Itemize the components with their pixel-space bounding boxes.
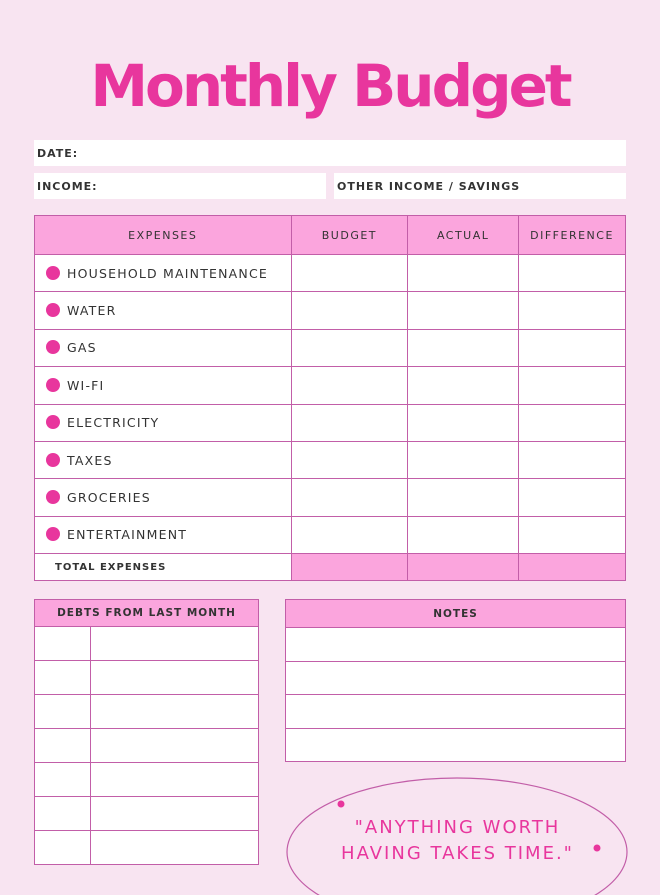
budget-cell[interactable]	[291, 292, 408, 329]
bullet-icon	[46, 490, 60, 504]
budget-cell[interactable]	[291, 441, 408, 478]
table-row	[35, 516, 626, 553]
debt-description-cell[interactable]	[90, 797, 258, 831]
expense-label-cell	[35, 441, 292, 478]
header-expenses: EXPENSES	[35, 216, 292, 255]
actual-cell[interactable]	[408, 479, 519, 516]
total-budget-cell[interactable]	[291, 554, 408, 581]
expenses-header-row	[35, 216, 626, 255]
table-row	[35, 661, 259, 695]
expense-label-cell	[35, 516, 292, 553]
debt-description-cell[interactable]	[90, 661, 258, 695]
table-row	[35, 292, 626, 329]
income-field[interactable]	[34, 173, 326, 199]
expense-label-cell	[35, 255, 292, 292]
expense-label: WATER	[67, 303, 117, 319]
debts-table	[34, 599, 259, 865]
notes-line[interactable]	[286, 661, 626, 695]
table-row	[286, 661, 626, 695]
table-row	[35, 404, 626, 441]
table-row	[35, 441, 626, 478]
table-row	[286, 628, 626, 662]
table-row	[35, 729, 259, 763]
difference-cell[interactable]	[519, 516, 626, 553]
debt-amount-cell[interactable]	[35, 627, 91, 661]
difference-cell[interactable]	[519, 441, 626, 478]
table-row	[35, 763, 259, 797]
budget-cell[interactable]	[291, 479, 408, 516]
other-income-label: OTHER INCOME / SAVINGS	[337, 179, 521, 193]
expense-label-cell	[35, 292, 292, 329]
expense-label: GROCERIES	[67, 490, 151, 506]
actual-cell[interactable]	[408, 404, 519, 441]
debts-header: DEBTS FROM LAST MONTH	[35, 600, 259, 627]
header-difference: DIFFERENCE	[519, 216, 626, 255]
actual-cell[interactable]	[408, 329, 519, 366]
bullet-icon	[46, 266, 60, 280]
debt-amount-cell[interactable]	[35, 831, 91, 865]
notes-line[interactable]	[286, 628, 626, 662]
expense-label: ELECTRICITY	[67, 415, 160, 431]
debt-amount-cell[interactable]	[35, 763, 91, 797]
header-actual: ACTUAL	[408, 216, 519, 255]
notes-header-row	[286, 600, 626, 628]
bullet-icon	[46, 378, 60, 392]
budget-cell[interactable]	[291, 255, 408, 292]
table-row	[35, 479, 626, 516]
actual-cell[interactable]	[408, 292, 519, 329]
difference-cell[interactable]	[519, 255, 626, 292]
total-difference-cell[interactable]	[519, 554, 626, 581]
expense-label: HOUSEHOLD MAINTENANCE	[67, 265, 269, 281]
debt-description-cell[interactable]	[90, 627, 258, 661]
notes-line[interactable]	[286, 728, 626, 762]
difference-cell[interactable]	[519, 479, 626, 516]
expense-label: ENTERTAINMENT	[67, 527, 188, 543]
expenses-table	[34, 215, 626, 581]
debt-amount-cell[interactable]	[35, 797, 91, 831]
bullet-icon	[46, 453, 60, 467]
debt-description-cell[interactable]	[90, 695, 258, 729]
total-expenses-label: TOTAL EXPENSES	[35, 554, 292, 581]
difference-cell[interactable]	[519, 367, 626, 404]
debt-description-cell[interactable]	[90, 831, 258, 865]
bullet-icon	[46, 527, 60, 541]
actual-cell[interactable]	[408, 367, 519, 404]
budget-cell[interactable]	[291, 516, 408, 553]
budget-cell[interactable]	[291, 404, 408, 441]
date-field[interactable]	[34, 140, 626, 166]
table-row	[35, 255, 626, 292]
difference-cell[interactable]	[519, 404, 626, 441]
actual-cell[interactable]	[408, 441, 519, 478]
income-label: INCOME:	[37, 179, 98, 193]
quote-line-2: HAVING TAKES TIME."	[341, 843, 574, 864]
expense-label-cell	[35, 367, 292, 404]
expense-label: GAS	[67, 340, 97, 356]
table-row	[286, 728, 626, 762]
bullet-icon	[46, 340, 60, 354]
difference-cell[interactable]	[519, 329, 626, 366]
table-row	[35, 695, 259, 729]
total-actual-cell[interactable]	[408, 554, 519, 581]
table-row	[35, 831, 259, 865]
quote-text	[285, 815, 630, 867]
notes-header: NOTES	[286, 600, 626, 628]
table-row	[35, 797, 259, 831]
other-income-field[interactable]	[334, 173, 626, 199]
table-row	[35, 329, 626, 366]
debt-amount-cell[interactable]	[35, 695, 91, 729]
expense-label-cell	[35, 479, 292, 516]
header-budget: BUDGET	[291, 216, 408, 255]
actual-cell[interactable]	[408, 255, 519, 292]
expense-label: TAXES	[67, 452, 113, 468]
actual-cell[interactable]	[408, 516, 519, 553]
date-label: DATE:	[37, 146, 79, 160]
difference-cell[interactable]	[519, 292, 626, 329]
bullet-icon	[46, 415, 60, 429]
quote-bubble	[285, 775, 630, 895]
debt-description-cell[interactable]	[90, 729, 258, 763]
debt-amount-cell[interactable]	[35, 661, 91, 695]
debt-amount-cell[interactable]	[35, 729, 91, 763]
budget-cell[interactable]	[291, 329, 408, 366]
debts-header-row	[35, 600, 259, 627]
notes-table	[285, 599, 626, 762]
expense-label-cell	[35, 329, 292, 366]
expense-label: WI-FI	[67, 377, 105, 393]
notes-line[interactable]	[286, 695, 626, 729]
bullet-icon	[46, 303, 60, 317]
table-row	[35, 367, 626, 404]
quote-line-1: "ANYTHING WORTH	[354, 817, 561, 838]
expense-label-cell	[35, 404, 292, 441]
table-row	[35, 627, 259, 661]
total-row	[35, 554, 626, 581]
debt-description-cell[interactable]	[90, 763, 258, 797]
page-title: Monthly Budget	[90, 52, 570, 120]
budget-cell[interactable]	[291, 367, 408, 404]
table-row	[286, 695, 626, 729]
